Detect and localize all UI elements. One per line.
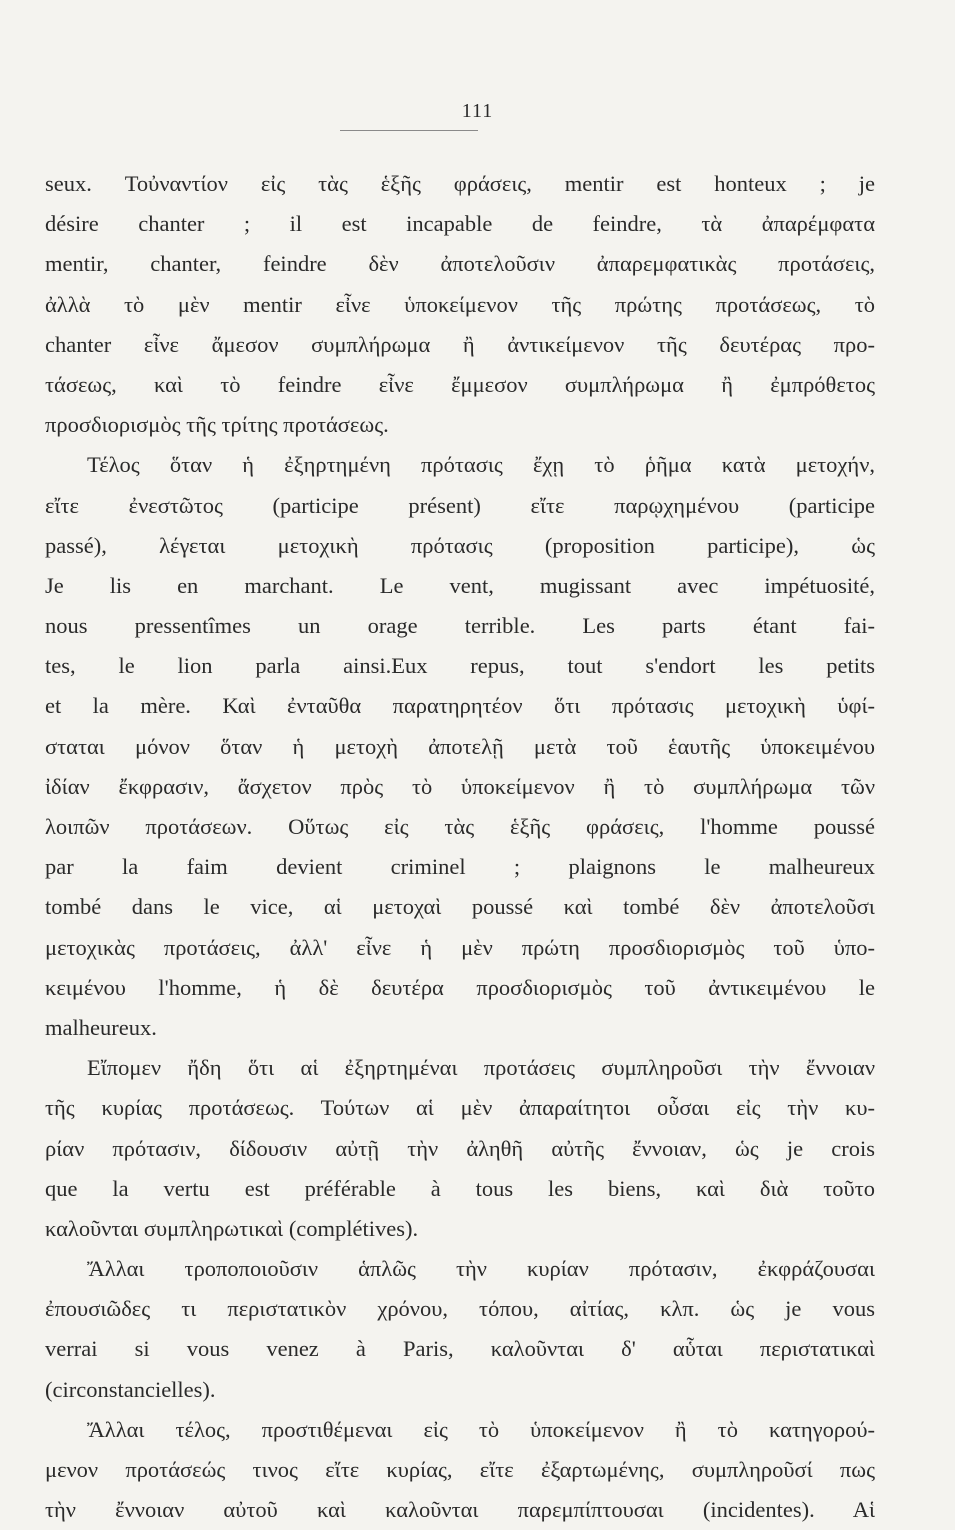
text-line: ἐπουσιῶδες τι περιστατικὸν χρόνου, τόπου, αἰτίας, κλπ. ὡς je vous [45,1296,875,1322]
text-line: Je lis en marchant. Le vent, mugissant avec impétuosité, [45,572,875,598]
text-line: Εἴπομεν ἤδη ὅτι αἱ ἐξηρτημέναι προτάσεις συμπληροῦσι τὴν ἔννοιαν [87,1055,875,1081]
text-line: que la vertu est préférable à tous les biens, καὶ διὰ τοῦτο [45,1175,875,1201]
body-text [45,164,875,1530]
text-line: λοιπῶν προτάσεων. Οὕτως εἰς τὰς ἑξῆς φράσεις, l'homme poussé [45,814,875,839]
text-line: seux. Τοὐναντίον εἰς τὰς ἑξῆς φράσεις, mentir est honteux ; je [45,171,875,196]
text-line: ἰδίαν ἔκφρασιν, ἄσχετον πρὸς τὸ ὑποκείμενον ἢ τὸ συμπλήρωμα τῶν [45,773,875,799]
text-line: tes, le lion parla ainsi.Eux repus, tout s'endort les petits [45,653,875,679]
text-line: μετοχικὰς προτάσεις, ἀλλ' εἶνε ἡ μὲν πρώτη προσδιορισμὸς τοῦ ὑπο- [45,934,875,960]
text-line: et la mère. Καὶ ἐνταῦθα παρατηρητέον ὅτι πρότασις μετοχικὴ ὑφί- [45,693,875,719]
text-line: Τέλος ὅταν ἡ ἐξηρτημένη πρότασις ἔχῃ τὸ ῥῆμα κατὰ μετοχήν, [87,452,875,478]
text-line: nous pressentîmes un orage terrible. Les parts étant fai- [45,613,875,639]
text-line: tombé dans le vice, αἱ μετοχαὶ poussé καὶ tombé δὲν ἀποτελοῦσι [45,894,875,920]
text-line: κειμένου l'homme, ἡ δὲ δευτέρα προσδιορισμὸς τοῦ ἀντικειμένου le [45,974,875,1000]
text-line: εἴτε ἐνεστῶτος (participe présent) εἴτε παρῳχημένου (participe [45,492,875,518]
text-line: par la faim devient criminel ; plaignons le malheureux [45,854,875,880]
text-line: τάσεως, καὶ τὸ feindre εἶνε ἔμμεσον συμπλήρωμα ἢ ἐμπρόθετος [45,371,875,397]
text-line: τὴν ἔννοιαν αὐτοῦ καὶ καλοῦνται παρεμπίπτουσαι (incidentes). Αἱ [45,1497,875,1523]
text-line: Ἄλλαι τέλος, προστιθέμεναι εἰς τὸ ὑποκείμενον ἢ τὸ κατηγορού- [87,1416,875,1442]
text-line: προσδιορισμὸς τῆς τρίτης προτάσεως. [45,412,389,438]
text-line: désire chanter ; il est incapable de feindre, τὰ ἀπαρέμφατα [45,211,875,237]
text-line: verrai si vous venez à Paris, καλοῦνται δ' αὗται περιστατικαὶ [45,1336,875,1362]
text-line: chanter εἶνε ἄμεσον συμπλήρωμα ἢ ἀντικείμενον τῆς δευτέρας προ- [45,331,875,357]
text-line: τῆς κυρίας προτάσεως. Τούτων αἱ μὲν ἀπαραίτητοι οὖσαι εἰς τὴν κυ- [45,1095,875,1121]
text-line: Ἄλλαι τροποποιοῦσιν ἁπλῶς τὴν κυρίαν πρότασιν, ἐκφράζουσαι [87,1256,875,1282]
page-number: 111 [461,100,494,122]
header-rule [340,130,478,131]
text-line: σταται μόνον ὅταν ἡ μετοχὴ ἀποτελῇ μετὰ τοῦ ἑαυτῆς ὑποκειμένου [45,733,875,759]
text-line: malheureux. [45,1014,157,1040]
text-line: ρίαν πρότασιν, δίδουσιν αὐτῇ τὴν ἀληθῆ αὐτῆς ἔννοιαν, ὡς je crois [45,1135,875,1161]
text-line: ἀλλὰ τὸ μὲν mentir εἶνε ὑποκείμενον τῆς πρώτης προτάσεως, τὸ [45,291,875,317]
text-line: καλοῦνται συμπληρωτικαὶ (complétives). [45,1215,419,1241]
text-line: mentir, chanter, feindre δὲν ἀποτελοῦσιν ἀπαρεμφατικὰς προτάσεις, [45,251,875,277]
text-line: μενον προτάσεώς τινος εἴτε κυρίας, εἴτε ἐξαρτωμένης, συμπληροῦσί πως [45,1457,875,1482]
text-line: (circonstancielles). [45,1376,216,1402]
text-line: passé), λέγεται μετοχικὴ πρότασις (proposition participe), ὡς [45,532,875,558]
